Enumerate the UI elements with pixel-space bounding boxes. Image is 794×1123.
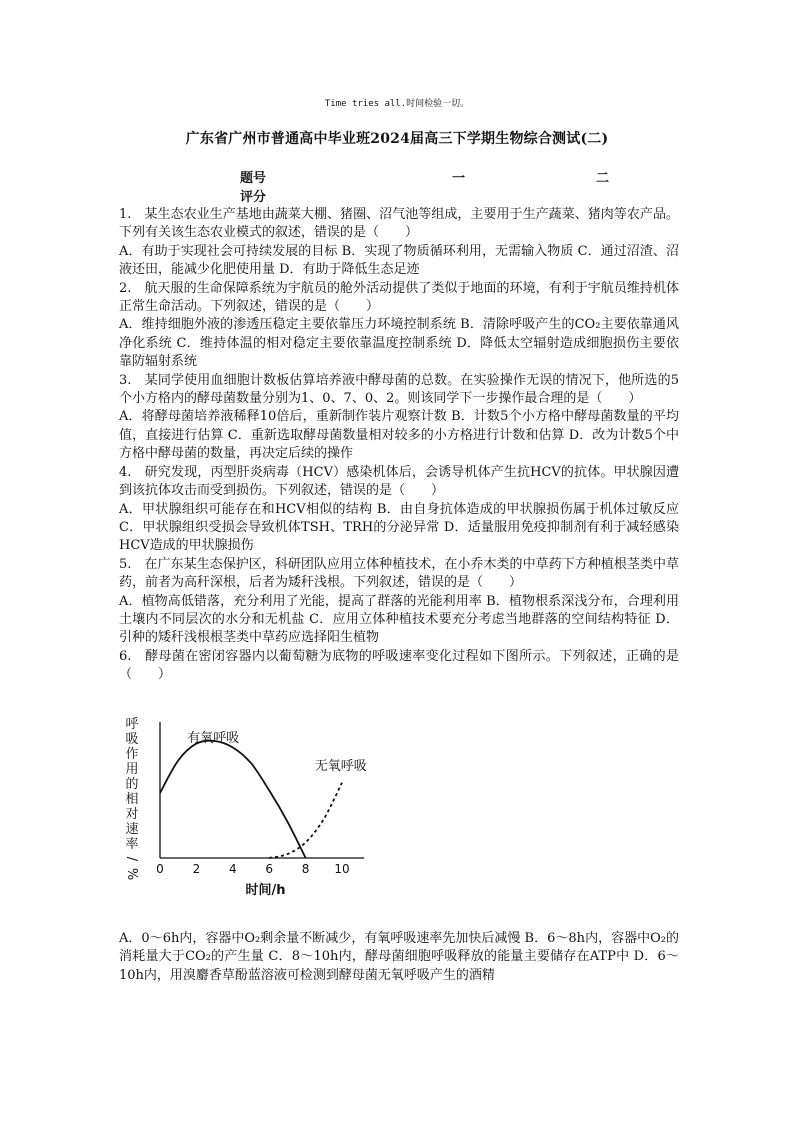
y-axis-label-char: % (124, 867, 139, 881)
question-6-answers (119, 930, 679, 985)
question-5-stem: 5. 在广东某生态保护区，科研团队应用立体种植技术，在小乔木类的中草药下方种植根茎类中草药，前者为高秆深根，后者为矮秆浅根。下列叙述，错误的是（ ） (119, 556, 679, 591)
question-3-options: A．将酵母菌培养液稀释10倍后，重新制作装片观察计数 B．计数5个小方格中酵母菌数量的平均值，直接进行估算 C．重新选取酵母菌数量相对较多的小方格进行计数和估算 D．改为计数5个中方格中酵母菌的数量，再决定后续的操作 (119, 409, 679, 462)
question-2-options: A．维持细胞外液的渗透压稳定主要依靠压力环境控制系统 B．清除呼吸产生的CO₂主要依靠通风净化系统 C．维持体温的相对稳定主要依靠温度控制系统 D．降低太空辐射造成细胞损伤主要依靠防辐射系统 (119, 317, 679, 370)
y-axis-label-char: 率 (125, 837, 139, 852)
question-list (119, 206, 679, 685)
x-tick-label: 10 (334, 862, 350, 876)
y-axis-label-char: 作 (125, 747, 139, 762)
aerobic-respiration-label: 有氧呼吸 (187, 731, 240, 746)
score-col-1: 一 (452, 171, 466, 186)
y-axis-label (124, 717, 139, 880)
question-5-options: A．植物高低错落，充分利用了光能，提高了群落的光能利用率 B．植物根系深浅分布，合理利用土壤内不同层次的水分和无机盐 C．应用立体种植技术要充分考虑当地群落的空间结构特征 D．引种的矮秆浅根根茎类中草药应选择阳生植物 (119, 593, 679, 646)
x-tick-label: 4 (228, 862, 237, 876)
score-col-2: 二 (596, 171, 610, 186)
question-6-options: A．0～6h内，容器中O₂剩余量不断减少，有氧呼吸速率先加快后减慢 B．6～8h内，容器中O₂的消耗量大于CO₂的产生量 C．8～10h内，酵母菌细胞呼吸释放的能量主要储存在ATP中 D．6～10h内，用溴麝香草酚蓝溶液可检测到酵母菌无氧呼吸产生的酒精 (119, 931, 679, 983)
y-axis-label-char: 呼 (125, 717, 139, 732)
x-tick-label: 2 (192, 862, 201, 876)
x-tick-label: 6 (265, 862, 274, 876)
y-axis-label-char: 用 (125, 762, 139, 777)
y-axis-label-char: 相 (125, 792, 139, 807)
y-axis-label-char: 的 (125, 777, 139, 792)
question-4-stem: 4. 研究发现，丙型肝炎病毒（HCV）感染机体后，会诱导机体产生抗HCV的抗体。甲状腺因遭到该抗体攻击而受到损伤。下列叙述，错误的是（ ） (119, 464, 679, 499)
anaerobic-respiration-label: 无氧呼吸 (314, 759, 367, 774)
question-6-stem: 6. 酵母菌在密闭容器内以葡萄糖为底物的呼吸速率变化过程如下图所示。下列叙述，正确的是（ ） (119, 648, 679, 683)
question-3-stem: 3. 某同学使用血细胞计数板估算培养液中酵母菌的总数。在实验操作无误的情况下，他所选的5个小方格内的酵母菌数量分别为1、0、7、0、2。则该同学下一步操作最合理的是（ ） (119, 372, 679, 407)
exam-title: 广东省广州市普通高中毕业班2024届高三下学期生物综合测试(二) (185, 131, 609, 147)
score-row-question-label: 题号 (240, 171, 267, 186)
anaerobic-respiration-curve (269, 783, 342, 858)
score-table (240, 167, 640, 205)
x-tick-label: 8 (301, 862, 310, 876)
header-motto: Time tries all.时间检验一切。 (324, 99, 470, 109)
y-axis-label-char: 对 (125, 807, 139, 822)
score-row-grade-label: 评分 (240, 190, 267, 205)
chart-svg (122, 712, 382, 902)
y-axis-label-char: / (124, 856, 139, 862)
question-4-options: A．甲状腺组织可能存在和HCV相似的结构 B．由自身抗体造成的甲状腺损伤属于机体过敏反应 C．甲状腺组织受损会导致机体TSH、TRH的分泌异常 D．适量服用免疫抑制剂有利于减轻感染HCV造成的甲状腺损伤 (119, 501, 679, 554)
question-2-stem: 2. 航天服的生命保障系统为宇航员的舱外活动提供了类似于地面的环境，有利于宇航员维持机体正常生命活动。下列叙述，错误的是（ ） (119, 280, 679, 315)
aerobic-respiration-curve (160, 741, 306, 858)
y-axis-label-char: 吸 (125, 732, 139, 747)
question-1-stem: 1. 某生态农业生产基地由蔬菜大棚、猪圈、沼气池等组成，主要用于生产蔬菜、猪肉等农产品。下列有关该生态农业模式的叙述，错误的是（ ） (119, 207, 679, 241)
x-axis-label: 时间/h (245, 883, 286, 898)
respiration-chart (122, 712, 382, 902)
x-tick-label: 0 (156, 862, 164, 876)
y-axis-label-char: 速 (125, 822, 139, 837)
question-1-options: A．有助于实现社会可持续发展的目标 B．实现了物质循环利用，无需输入物质 C．通过沼渣、沼液还田，能减少化肥使用量 D．有助于降低生态足迹 (119, 243, 679, 278)
